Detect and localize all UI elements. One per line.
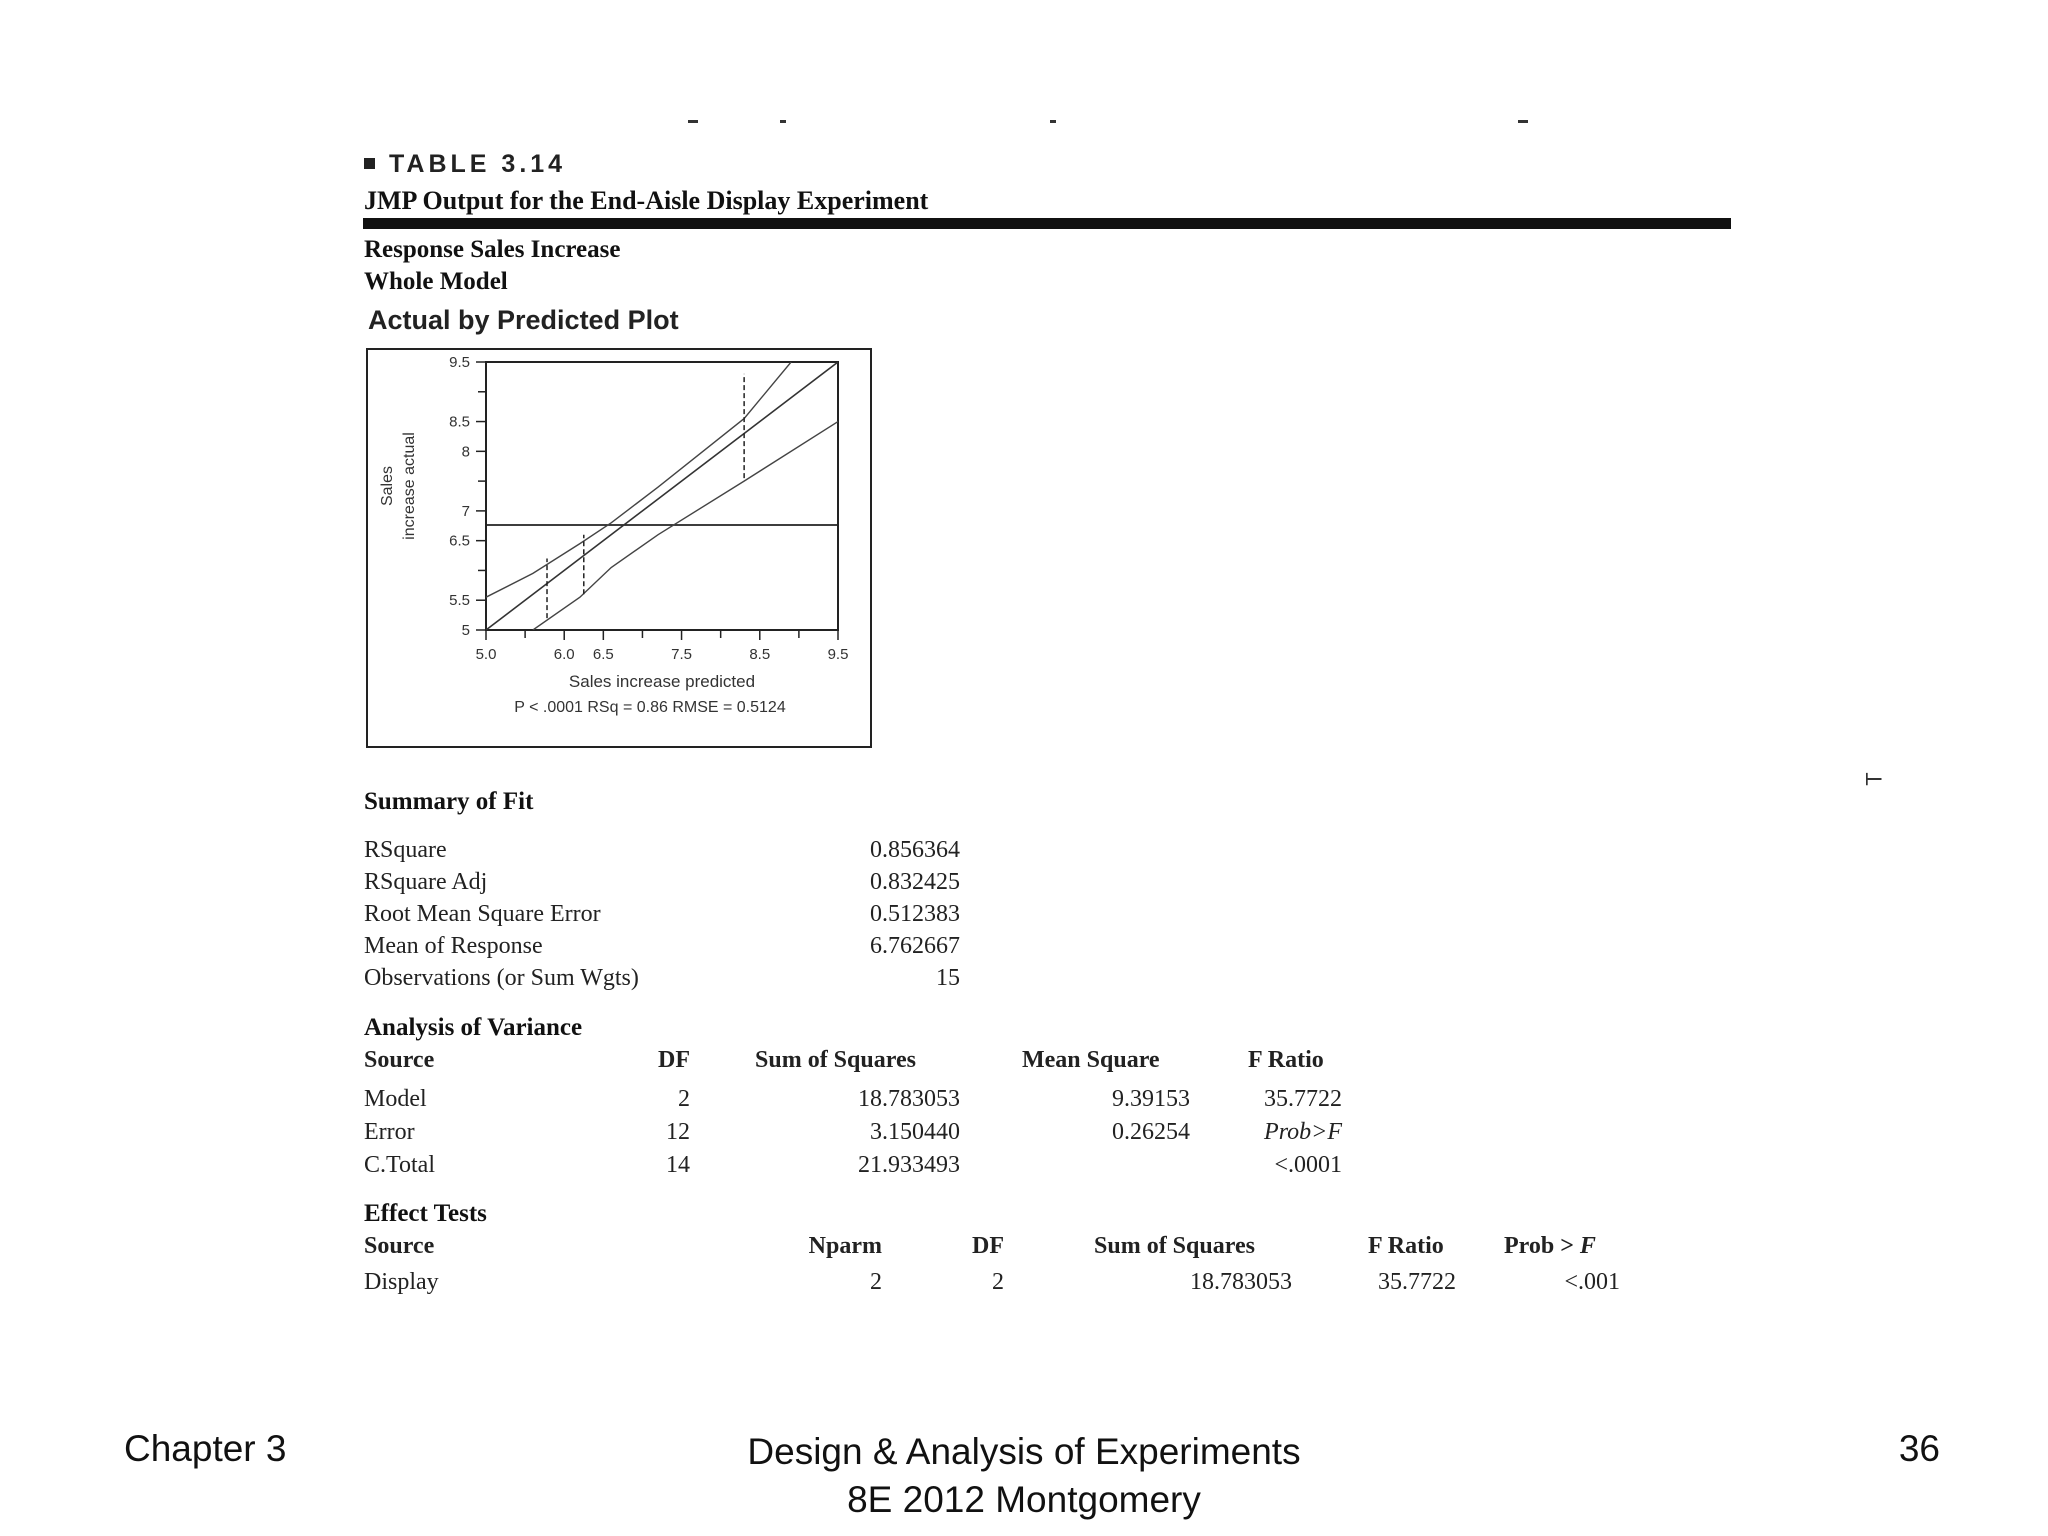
effect-header-nparm: Nparm [808,1233,882,1259]
y-tick-label: 8 [461,443,470,461]
fit-label: RSquare [364,837,447,863]
anova-header-ms: Mean Square [1022,1047,1160,1073]
footer-title-line1: Design & Analysis of Experiments [747,1431,1301,1472]
effect-header-source: Source [364,1233,435,1259]
fit-label: Root Mean Square Error [364,901,601,927]
summary-of-fit-title: Summary of Fit [364,788,534,815]
effect-prob: <.001 [1564,1269,1620,1295]
anova-header-df: DF [658,1047,690,1073]
y-tick-label: 5.5 [449,592,470,610]
plot-lines [486,362,838,630]
anova-df: 14 [666,1152,690,1178]
anova-f: 35.7722 [1264,1086,1342,1112]
anova-ss: 18.783053 [858,1086,960,1112]
fit-label: Mean of Response [364,933,543,959]
y-tick-label: 7 [461,502,470,520]
response-title: Response Sales Increase [364,236,621,263]
anova-prob-label: Prob>F [1264,1119,1342,1145]
fit-value: 0.856364 [870,837,960,863]
anova-title: Analysis of Variance [364,1014,583,1041]
anova-ms: 0.26254 [1112,1119,1190,1145]
anova-header-source: Source [364,1047,435,1073]
fit-label: Observations (or Sum Wgts) [364,965,639,991]
table-label-text: TABLE 3.14 [389,150,567,178]
scan-mark [1050,120,1056,123]
effect-nparm: 2 [870,1269,882,1295]
anova-ss: 21.933493 [858,1152,960,1178]
footer-title [624,1428,1424,1524]
effect-tests-title: Effect Tests [364,1200,487,1227]
scan-mark [688,120,698,123]
table-caption: JMP Output for the End-Aisle Display Experiment [364,186,929,215]
plot-title: Actual by Predicted Plot [368,305,679,335]
whole-model-title: Whole Model [364,268,508,295]
effect-header-prob: Prob > F [1504,1233,1596,1259]
effect-ss: 18.783053 [1190,1269,1292,1295]
y-tick-label: 8.5 [449,413,470,431]
x-tick-label: 6.0 [553,646,575,663]
footer-title-line2: 8E 2012 Montgomery [847,1479,1201,1520]
anova-ss: 3.150440 [870,1119,960,1145]
y-axis-label-line2: increase actual [401,432,418,540]
x-tick-label: 6.5 [592,646,614,663]
actual-by-predicted-plot [368,350,870,746]
scan-mark [1518,120,1528,123]
fit-value: 0.832425 [870,869,960,895]
fit-value: 6.762667 [870,933,960,959]
effect-header-f: F Ratio [1368,1233,1444,1259]
effect-df: 2 [992,1269,1004,1295]
scan-mark [780,120,786,123]
effect-header-df: DF [972,1233,1004,1259]
anova-source: C.Total [364,1152,435,1178]
x-tick-label: 8.5 [749,646,771,663]
fit-line [486,362,838,630]
fit-label: RSquare Adj [364,869,488,895]
anova-header-f: F Ratio [1248,1047,1324,1073]
y-tick-label: 9.5 [449,354,470,371]
fit-value: 15 [936,965,960,991]
footer-page-number: 36 [1898,1428,1940,1469]
top-rule [363,218,1731,229]
fit-statistics-footnote: P < .0001 RSq = 0.86 RMSE = 0.5124 [514,699,786,716]
anova-ms: 9.39153 [1112,1086,1190,1112]
x-axis-label: Sales increase predicted [568,672,756,691]
bullet-icon [364,158,375,169]
fit-value: 0.512383 [870,901,960,927]
anova-source: Model [364,1086,427,1112]
anova-header-ss: Sum of Squares [755,1047,916,1073]
x-tick-label: 5.0 [475,646,497,663]
effect-header-ss: Sum of Squares [1094,1233,1255,1259]
y-tick-label: 6.5 [449,532,470,550]
y-axis-label-line1: Sales [379,465,396,507]
anova-source: Error [364,1119,415,1145]
anova-df: 12 [666,1119,690,1145]
margin-mark: T [1861,772,1887,786]
table-label [364,150,566,179]
footer-chapter: Chapter 3 [124,1428,287,1469]
effect-source: Display [364,1269,439,1295]
x-tick-label: 7.5 [671,646,692,663]
effect-f: 35.7722 [1378,1269,1456,1295]
y-tick-label: 5 [461,622,470,639]
anova-df: 2 [678,1086,690,1112]
x-tick-label: 9.5 [827,646,849,663]
anova-prob: <.0001 [1274,1152,1342,1178]
plot-frame [366,348,872,748]
